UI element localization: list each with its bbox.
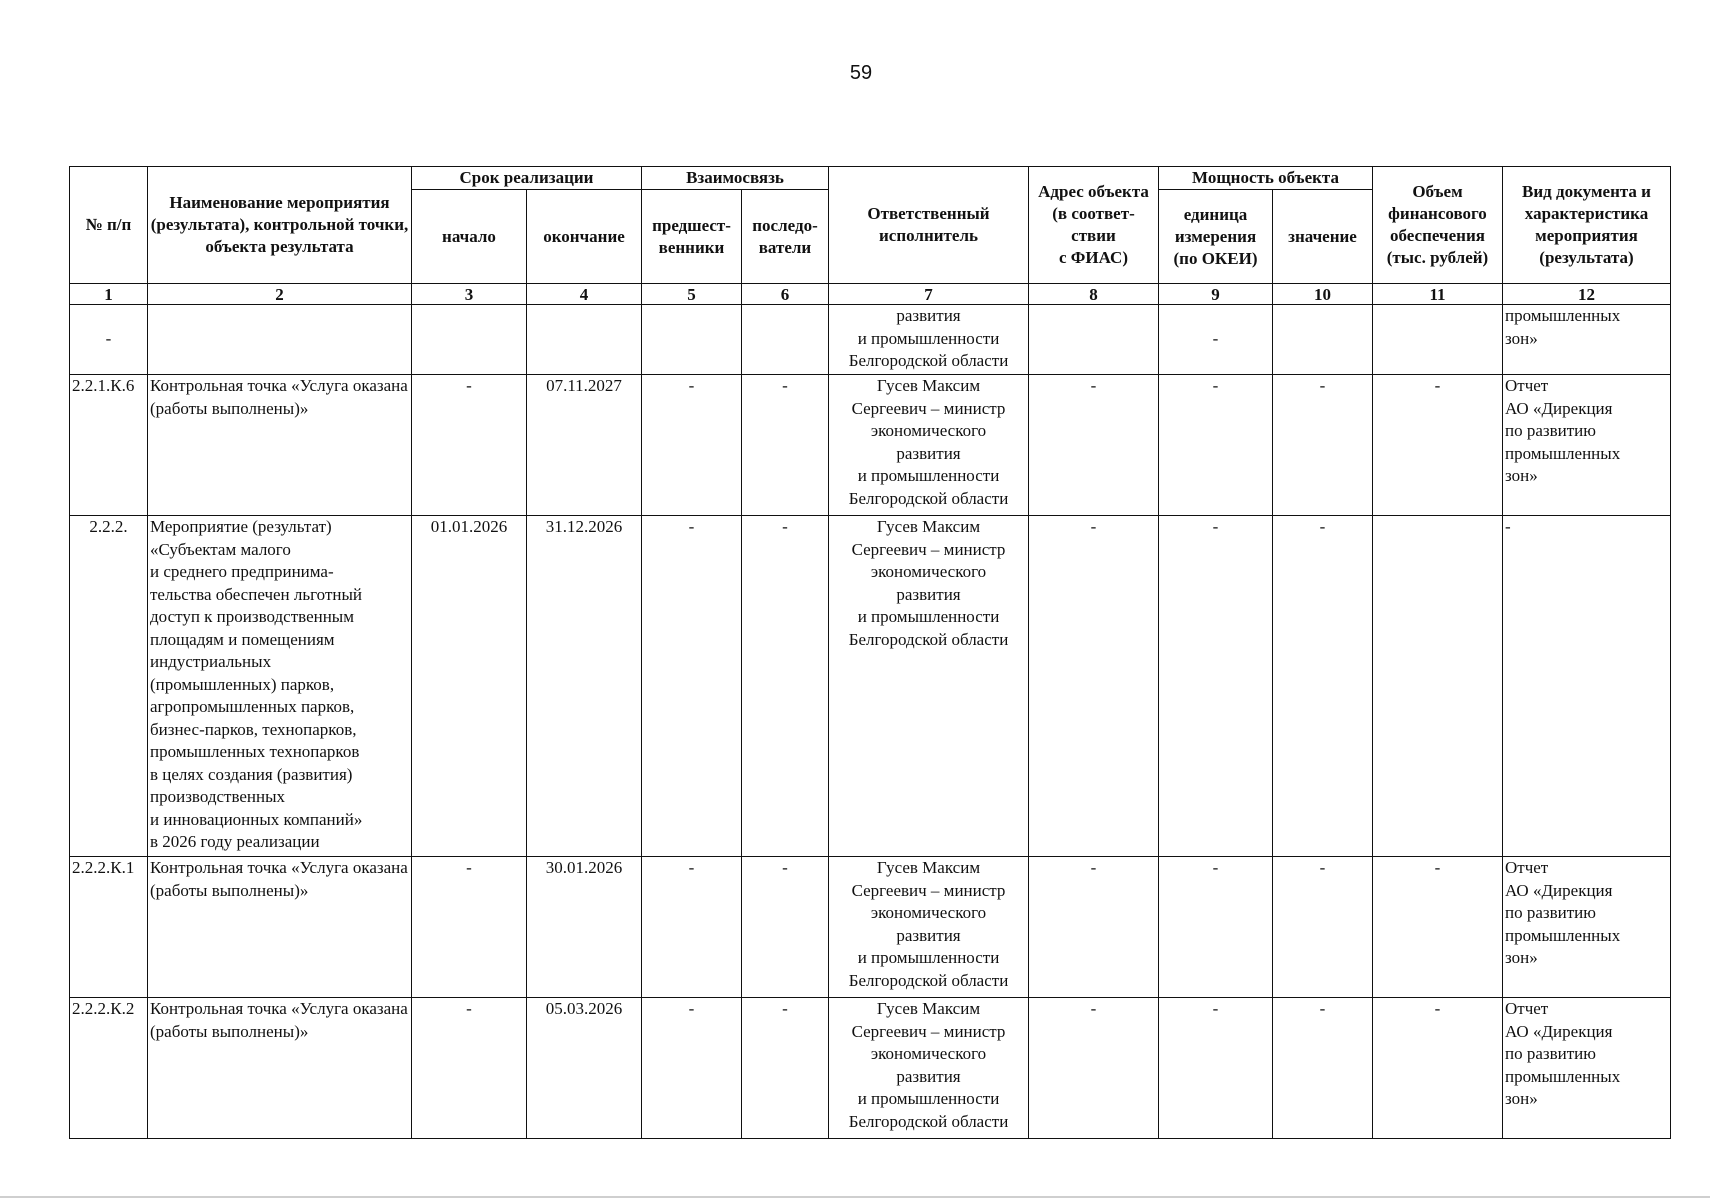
header-value: значение [1273,190,1373,284]
row-finance [1373,516,1503,857]
column-number: 5 [642,284,742,305]
row-start [412,305,527,375]
row-address: - [1029,375,1159,516]
column-number: 10 [1273,284,1373,305]
column-number: 7 [829,284,1029,305]
row-successors: - [742,857,829,998]
header-responsible: Ответственный исполнитель [829,167,1029,284]
table-row [70,998,1671,1139]
row-value [1273,305,1373,375]
events-table [69,166,1671,1139]
row-end: 07.11.2027 [527,375,642,516]
row-document: Отчет АО «Дирекция по развитию промышленных зон» [1503,998,1671,1139]
row-responsible: Гусев Максим Сергеевич – министр экономического развития и промышленности Белгородской области [829,857,1029,998]
row-unit: - [1159,375,1273,516]
row-start: - [412,375,527,516]
table-header [70,167,1671,305]
row-predecessors: - [642,375,742,516]
row-responsible: развития и промышленности Белгородской области [829,305,1029,375]
header-predecessors: предшест- венники [642,190,742,284]
row-predecessors: - [642,516,742,857]
header-name: Наименование мероприятия (результата), контрольной точки, объекта результата [148,167,412,284]
row-unit: - [1159,998,1273,1139]
header-end: окончание [527,190,642,284]
column-number: 9 [1159,284,1273,305]
column-number: 6 [742,284,829,305]
row-document: Отчет АО «Дирекция по развитию промышленных зон» [1503,857,1671,998]
row-name [148,305,412,375]
scan-edge-line [0,1196,1710,1198]
header-power: Мощность объекта [1159,167,1373,190]
row-successors: - [742,998,829,1139]
row-value: - [1273,857,1373,998]
row-unit: - [1159,516,1273,857]
row-predecessors: - [642,857,742,998]
column-number: 8 [1029,284,1159,305]
row-responsible: Гусев Максим Сергеевич – министр экономического развития и промышленности Белгородской области [829,998,1029,1139]
column-number: 11 [1373,284,1503,305]
row-num: 2.2.2.К.1 [70,857,148,998]
table-row [70,375,1671,516]
column-number: 1 [70,284,148,305]
header-unit: единица измерения (по ОКЕИ) [1159,190,1273,284]
column-number: 2 [148,284,412,305]
table-row [70,516,1671,857]
row-address [1029,305,1159,375]
row-responsible: Гусев Максим Сергеевич – министр экономического развития и промышленности Белгородской области [829,375,1029,516]
row-successors: - [742,375,829,516]
row-document: - [1503,516,1671,857]
row-value: - [1273,375,1373,516]
row-responsible: Гусев Максим Сергеевич – министр экономического развития и промышленности Белгородской области [829,516,1029,857]
row-name: Мероприятие (результат) «Субъектам малого и среднего предпринима- тельства обеспечен льготный доступ к производственным площадям и помещениям индустриальных (промышленных) парков, агропромышленных парков, бизнес-парков, технопарков, промышленных технопарков в целях создания (развития) производственных и инновационных компаний» в 2026 году реализации [148,516,412,857]
row-finance: - [1373,375,1503,516]
row-value: - [1273,998,1373,1139]
row-address: - [1029,857,1159,998]
header-finance: Объем финансового обеспечения (тыс. рублей) [1373,167,1503,284]
row-finance: - [1373,857,1503,998]
row-value: - [1273,516,1373,857]
page-number: 59 [849,62,873,84]
row-finance [1373,305,1503,375]
row-num: 2.2.1.К.6 [70,375,148,516]
row-start: - [412,857,527,998]
row-start: 01.01.2026 [412,516,527,857]
row-predecessors: - [642,998,742,1139]
column-number: 12 [1503,284,1671,305]
row-end: 30.01.2026 [527,857,642,998]
table-row [70,857,1671,998]
row-end: 05.03.2026 [527,998,642,1139]
row-address: - [1029,516,1159,857]
header-successors: последо- ватели [742,190,829,284]
header-link: Взаимосвязь [642,167,829,190]
header-document: Вид документа и характеристика мероприятия (результата) [1503,167,1671,284]
row-successors [742,305,829,375]
row-end: 31.12.2026 [527,516,642,857]
row-name: Контрольная точка «Услуга оказана (работы выполнены)» [148,998,412,1139]
header-term: Срок реализации [412,167,642,190]
column-number: 4 [527,284,642,305]
row-finance: - [1373,998,1503,1139]
row-unit: - [1159,305,1273,375]
row-num: 2.2.2. [70,516,148,857]
row-num: - [70,305,148,375]
header-num: № п/п [70,167,148,284]
column-number: 3 [412,284,527,305]
row-unit: - [1159,857,1273,998]
header-start: начало [412,190,527,284]
row-successors: - [742,516,829,857]
header-address: Адрес объекта (в соответ- ствии с ФИАС) [1029,167,1159,284]
table-row [70,305,1671,375]
row-document: промышленных зон» [1503,305,1671,375]
row-document: Отчет АО «Дирекция по развитию промышленных зон» [1503,375,1671,516]
row-start: - [412,998,527,1139]
row-num: 2.2.2.К.2 [70,998,148,1139]
row-address: - [1029,998,1159,1139]
row-predecessors [642,305,742,375]
row-name: Контрольная точка «Услуга оказана (работы выполнены)» [148,857,412,998]
row-name: Контрольная точка «Услуга оказана (работы выполнены)» [148,375,412,516]
row-end [527,305,642,375]
